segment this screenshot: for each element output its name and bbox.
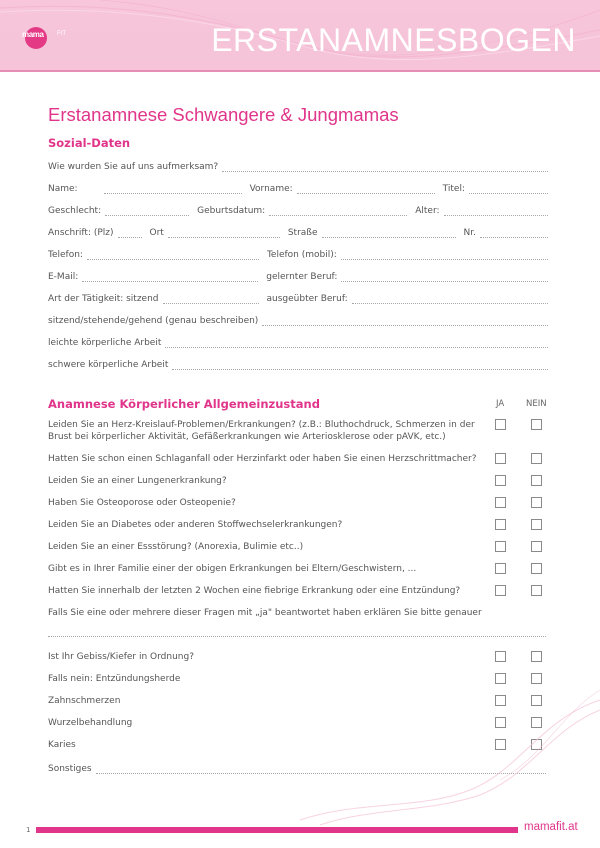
checkbox-ja-4[interactable] xyxy=(495,519,506,530)
field-geburtsdatum[interactable] xyxy=(269,205,407,216)
checkbox-ja-7[interactable] xyxy=(495,585,506,596)
label-leichte-arbeit: leichte körperliche Arbeit xyxy=(48,338,162,348)
question-1: Hatten Sie schon einen Schlaganfall oder Herzinfarkt oder haben Sie einen Herzschrittmacher? xyxy=(48,454,477,464)
field-aufmerksam[interactable] xyxy=(222,161,548,172)
page-number: 1 xyxy=(26,826,31,834)
label-telefon-mobil: Telefon (mobil): xyxy=(266,250,337,260)
label-ort: Ort xyxy=(149,228,164,238)
checkbox-ja-2[interactable] xyxy=(495,475,506,486)
checkbox-ja-6[interactable] xyxy=(495,563,506,574)
checkbox-ja-0[interactable] xyxy=(495,419,506,430)
row-email xyxy=(48,268,548,282)
field-explain[interactable] xyxy=(48,636,546,637)
field-email[interactable] xyxy=(82,271,258,282)
dental-question-3: Wurzelbehandlung xyxy=(48,718,133,728)
dental-question-2: Zahnschmerzen xyxy=(48,696,121,706)
field-telefon-mobil[interactable] xyxy=(341,249,548,260)
label-geschlecht: Geschlecht: xyxy=(48,206,102,216)
row-taetigkeit xyxy=(48,290,548,304)
column-header-nein: NEIN xyxy=(526,399,547,409)
row-aufmerksam xyxy=(48,158,548,172)
checkbox-nein-0[interactable] xyxy=(531,419,542,430)
header-title: ERSTANAMNESBOGEN xyxy=(211,22,576,58)
footer-url[interactable]: mamafit.at xyxy=(524,821,578,833)
logo-suffix: FIT xyxy=(57,31,66,37)
label-nr: Nr. xyxy=(463,228,476,238)
label-taetigkeit: Art der Tätigkeit: sitzend xyxy=(48,294,159,304)
row-telefon xyxy=(48,246,548,260)
label-gelernter-beruf: gelernter Beruf: xyxy=(266,272,338,282)
checkbox-nein-4[interactable] xyxy=(531,519,542,530)
row-name xyxy=(48,180,548,194)
field-ausgeuebter-beruf[interactable] xyxy=(352,293,548,304)
checkbox-nein-7[interactable] xyxy=(531,585,542,596)
row-beschreiben xyxy=(48,312,548,326)
label-vorname: Vorname: xyxy=(249,184,293,194)
field-taetigkeit[interactable] xyxy=(163,293,259,304)
label-anschrift: Anschrift: (Plz) xyxy=(48,228,114,238)
field-nr[interactable] xyxy=(480,227,548,238)
field-telefon[interactable] xyxy=(87,249,259,260)
row-schwere-arbeit xyxy=(48,356,548,370)
checkbox-ja-1[interactable] xyxy=(495,453,506,464)
explain-instruction: Falls Sie eine oder mehrere dieser Fragen mit „ja" beantwortet haben erklären Sie bitte genauer xyxy=(48,608,482,618)
checkbox-nein-2[interactable] xyxy=(531,475,542,486)
label-name: Name: xyxy=(48,184,78,194)
logo-text: mama xyxy=(22,30,44,39)
field-beschreiben[interactable] xyxy=(262,315,548,326)
field-strasse[interactable] xyxy=(322,227,456,238)
question-0: Leiden Sie an Herz-Kreislauf-Problemen/Erkrankungen? (z.B.: Bluthochdruck, Schmerzen in der Brust bei körperlicher Aktivität, Gefäßerkrankungen wie Arteriosklerose oder pAVK, etc.) xyxy=(48,420,475,442)
label-geburtsdatum: Geburtsdatum: xyxy=(197,206,266,216)
row-geschlecht xyxy=(48,202,548,216)
question-7: Hatten Sie innerhalb der letzten 2 Wochen eine fiebrige Erkrankung oder eine Entzündung? xyxy=(48,586,461,596)
label-ausgeuebter-beruf: ausgeübter Beruf: xyxy=(266,294,348,304)
field-ort[interactable] xyxy=(168,227,280,238)
field-vorname[interactable] xyxy=(297,183,435,194)
question-3: Haben Sie Osteoporose oder Osteopenie? xyxy=(48,498,236,508)
document-title: Erstanamnese Schwangere & Jungmamas xyxy=(48,104,399,125)
field-name[interactable] xyxy=(104,183,242,194)
row-anschrift xyxy=(48,224,548,238)
section-title-anamnese: Anamnese Körperlicher Allgemeinzustand xyxy=(48,397,320,411)
label-email: E-Mail: xyxy=(48,272,79,282)
dental-question-4: Karies xyxy=(48,740,76,750)
label-telefon: Telefon: xyxy=(48,250,83,260)
label-schwere-arbeit: schwere körperliche Arbeit xyxy=(48,360,169,370)
row-leichte-arbeit xyxy=(48,334,548,348)
field-schwere-arbeit[interactable] xyxy=(172,359,548,370)
field-titel[interactable] xyxy=(469,183,548,194)
checkbox-nein-3[interactable] xyxy=(531,497,542,508)
footer-wave-decoration xyxy=(0,660,600,830)
checkbox-ja-3[interactable] xyxy=(495,497,506,508)
footer-bar xyxy=(36,827,518,833)
checkbox-ja-5[interactable] xyxy=(495,541,506,552)
checkbox-nein-6[interactable] xyxy=(531,563,542,574)
label-strasse: Straße xyxy=(287,228,318,238)
question-6: Gibt es in Ihrer Familie einer der obigen Erkrankungen bei Eltern/Geschwistern, ... xyxy=(48,564,417,574)
dental-question-0: Ist Ihr Gebiss/Kiefer in Ordnung? xyxy=(48,652,194,662)
checkbox-nein-1[interactable] xyxy=(531,453,542,464)
label-alter: Alter: xyxy=(415,206,440,216)
field-leichte-arbeit[interactable] xyxy=(165,337,548,348)
column-header-ja: JA xyxy=(496,399,505,409)
label-titel: Titel: xyxy=(442,184,465,194)
question-4: Leiden Sie an Diabetes oder anderen Stoffwechselerkrankungen? xyxy=(48,520,343,530)
page-header xyxy=(0,0,600,72)
checkbox-nein-5[interactable] xyxy=(531,541,542,552)
label-sonstiges: Sonstiges xyxy=(48,764,92,774)
dental-question-1: Falls nein: Entzündungsherde xyxy=(48,674,181,684)
field-alter[interactable] xyxy=(444,205,548,216)
label-beschreiben: sitzend/stehende/gehend (genau beschreiben) xyxy=(48,316,259,326)
label-aufmerksam: Wie wurden Sie auf uns aufmerksam? xyxy=(48,162,219,172)
field-gelernter-beruf[interactable] xyxy=(341,271,548,282)
question-2: Leiden Sie an einer Lungenerkrankung? xyxy=(48,476,227,486)
field-geschlecht[interactable] xyxy=(105,205,189,216)
question-5: Leiden Sie an einer Essstörung? (Anorexia, Bulimie etc..) xyxy=(48,542,304,552)
field-plz[interactable] xyxy=(118,227,142,238)
section-title-sozial: Sozial-Daten xyxy=(48,136,131,150)
